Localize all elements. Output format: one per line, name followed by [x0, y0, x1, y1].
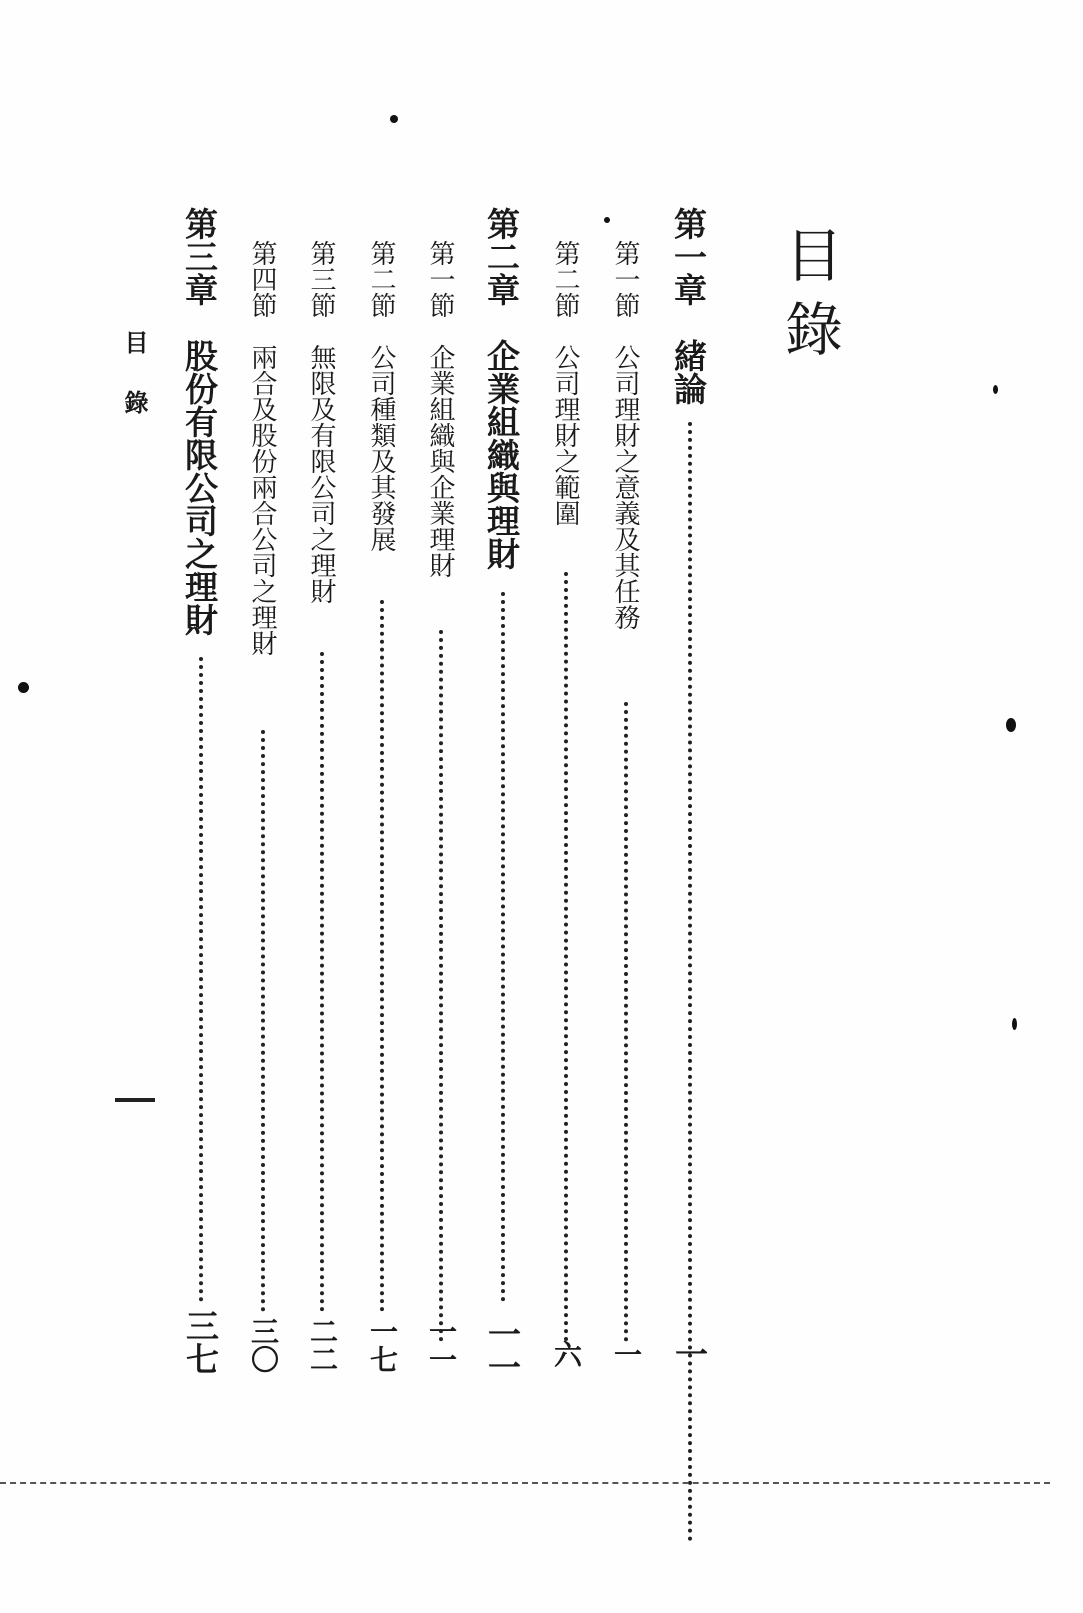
toc-page-number: 六 — [550, 1340, 583, 1368]
toc-entry-label: 第二章 企業組織與理財 — [482, 207, 521, 570]
toc-page-number: 一七 — [366, 1317, 399, 1373]
leader-dots — [439, 630, 447, 1342]
toc-page-number: 三七 — [181, 1309, 220, 1375]
toc-entry — [427, 240, 477, 1420]
toc-page-number: 一 — [610, 1340, 643, 1368]
toc-page-number: 一一 — [483, 1317, 522, 1383]
toc-entry-label: 第一節 企業組織與企業理財 — [425, 240, 455, 578]
toc-entry — [180, 207, 233, 1387]
toc-entry — [612, 240, 662, 1420]
toc-page-number: 二二 — [306, 1317, 339, 1373]
leader-dots — [199, 657, 207, 1302]
toc-entry — [669, 207, 722, 1387]
toc-entry-label: 第二節 公司理財之範圍 — [550, 240, 580, 526]
scan-speck — [18, 682, 29, 693]
leader-dots — [624, 702, 632, 1342]
toc-entry-label: 第三節 無限及有限公司之理財 — [306, 240, 336, 604]
toc-entry — [249, 240, 299, 1420]
scan-speck — [1012, 1018, 1017, 1030]
toc-entry-label: 第四節 兩合及股份兩合公司之理財 — [247, 240, 277, 656]
toc-entry-label: 第一節 公司理財之意義及其任務 — [610, 240, 640, 630]
toc-entry — [368, 240, 418, 1420]
scan-speck — [1006, 718, 1016, 732]
leader-dots — [261, 730, 269, 1312]
leader-dots — [501, 592, 509, 1302]
scan-speck — [604, 217, 610, 223]
toc-entry-label: 第一章 緒論 — [669, 207, 708, 405]
leader-dots — [564, 572, 572, 1342]
toc-entry — [482, 207, 535, 1387]
scan-speck — [993, 385, 998, 394]
page-title: 目錄 — [775, 225, 843, 373]
toc-page-number: 一一 — [425, 1317, 458, 1373]
toc-page-number: 一 — [670, 1337, 709, 1370]
toc-entry-label: 第三章 股份有限公司之理財 — [180, 207, 219, 636]
toc-entry — [308, 240, 358, 1420]
leader-dots — [320, 652, 328, 1312]
folio-number — [115, 1098, 155, 1102]
running-head: 目錄 — [120, 330, 149, 450]
bottom-rule — [0, 1482, 1050, 1484]
toc-entry — [552, 240, 602, 1420]
scan-speck — [390, 115, 398, 123]
leader-dots — [688, 422, 696, 1542]
toc-page-number: 三〇 — [247, 1317, 280, 1373]
leader-dots — [380, 600, 388, 1312]
toc-entry-label: 第二節 公司種類及其發展 — [366, 240, 396, 552]
